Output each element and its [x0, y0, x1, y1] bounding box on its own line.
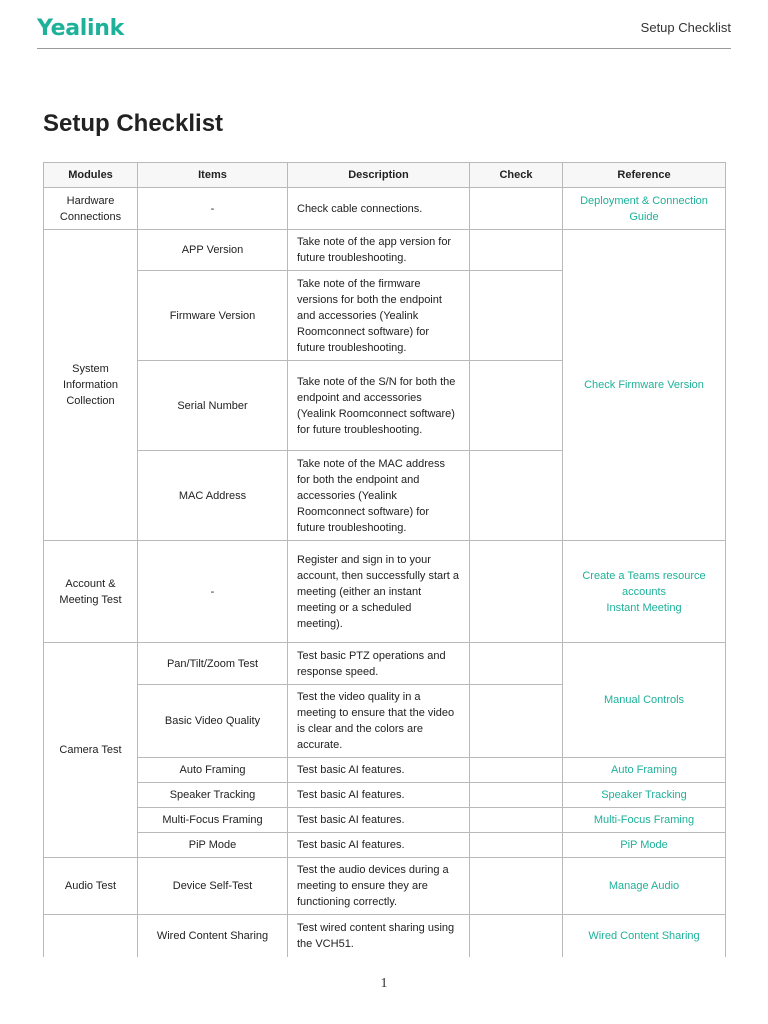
- check-cell[interactable]: [470, 188, 563, 230]
- column-header-items: Items: [138, 163, 288, 188]
- check-cell[interactable]: [470, 808, 563, 833]
- check-cell[interactable]: [470, 758, 563, 783]
- table-row: [44, 188, 726, 230]
- description-cell: Register and sign in to your account, then successfully start a meeting (either an instant meeting or a scheduled meeting).: [288, 541, 470, 643]
- table-row: [44, 643, 726, 685]
- column-header-check: Check: [470, 163, 563, 188]
- reference-link[interactable]: Create a Teams resource accounts: [582, 569, 706, 598]
- table-header-row: [44, 163, 726, 188]
- check-cell[interactable]: [470, 685, 563, 758]
- item-cell: Serial Number: [138, 361, 288, 451]
- header-title: Setup Checklist: [640, 20, 731, 35]
- module-cell: Camera Test: [44, 643, 138, 858]
- item-cell: -: [138, 188, 288, 230]
- check-cell[interactable]: [470, 858, 563, 915]
- check-cell[interactable]: [470, 643, 563, 685]
- page-header: [37, 14, 731, 49]
- column-header-modules: Modules: [44, 163, 138, 188]
- module-cell: Audio Test: [44, 858, 138, 915]
- description-cell: Test wired content sharing using the VCH51.: [288, 915, 470, 957]
- table-row: [44, 783, 726, 808]
- check-cell[interactable]: [470, 361, 563, 451]
- reference-link[interactable]: Manage Audio: [563, 858, 726, 915]
- module-cell: Hardware Connections: [44, 188, 138, 230]
- description-cell: Test basic AI features.: [288, 758, 470, 783]
- table-row: [44, 808, 726, 833]
- reference-link[interactable]: Multi-Focus Framing: [563, 808, 726, 833]
- table-row: [44, 858, 726, 915]
- reference-cell: [563, 541, 726, 643]
- check-cell[interactable]: [470, 271, 563, 361]
- column-header-reference: Reference: [563, 163, 726, 188]
- table-row: [44, 758, 726, 783]
- table-row: [44, 541, 726, 643]
- item-cell: MAC Address: [138, 451, 288, 541]
- yealink-logo: Yealink: [37, 16, 124, 41]
- reference-link[interactable]: Wired Content Sharing: [563, 915, 726, 957]
- reference-link[interactable]: Deployment & Connection Guide: [563, 188, 726, 230]
- description-cell: Test basic PTZ operations and response speed.: [288, 643, 470, 685]
- item-cell: Pan/Tilt/Zoom Test: [138, 643, 288, 685]
- item-cell: Device Self-Test: [138, 858, 288, 915]
- item-cell: Wired Content Sharing: [138, 915, 288, 957]
- check-cell[interactable]: [470, 451, 563, 541]
- item-cell: PiP Mode: [138, 833, 288, 858]
- reference-link[interactable]: Auto Framing: [563, 758, 726, 783]
- module-cell: Account & Meeting Test: [44, 541, 138, 643]
- item-cell: APP Version: [138, 230, 288, 271]
- description-cell: Test basic AI features.: [288, 808, 470, 833]
- item-cell: -: [138, 541, 288, 643]
- table-row: [44, 915, 726, 957]
- item-cell: Basic Video Quality: [138, 685, 288, 758]
- description-cell: Take note of the app version for future troubleshooting.: [288, 230, 470, 271]
- page-number: 1: [380, 976, 388, 991]
- check-cell[interactable]: [470, 915, 563, 957]
- description-cell: Test basic AI features.: [288, 833, 470, 858]
- module-cell: [44, 915, 138, 957]
- description-cell: Check cable connections.: [288, 188, 470, 230]
- reference-link[interactable]: Speaker Tracking: [563, 783, 726, 808]
- reference-link[interactable]: Manual Controls: [563, 643, 726, 758]
- item-cell: Firmware Version: [138, 271, 288, 361]
- table-row: [44, 833, 726, 858]
- item-cell: Multi-Focus Framing: [138, 808, 288, 833]
- check-cell[interactable]: [470, 230, 563, 271]
- check-cell[interactable]: [470, 833, 563, 858]
- description-cell: Test basic AI features.: [288, 783, 470, 808]
- table-row: [44, 230, 726, 271]
- setup-checklist-table: [43, 162, 726, 957]
- description-cell: Take note of the MAC address for both the endpoint and accessories (Yealink Roomconnect software) for future troubleshooting.: [288, 451, 470, 541]
- check-cell[interactable]: [470, 541, 563, 643]
- item-cell: Auto Framing: [138, 758, 288, 783]
- reference-link[interactable]: PiP Mode: [563, 833, 726, 858]
- description-cell: Take note of the firmware versions for both the endpoint and accessories (Yealink Roomconnect software) for future troubleshooting.: [288, 271, 470, 361]
- check-cell[interactable]: [470, 783, 563, 808]
- reference-link[interactable]: Instant Meeting: [606, 601, 682, 614]
- page-title: Setup Checklist: [43, 110, 224, 137]
- item-cell: Speaker Tracking: [138, 783, 288, 808]
- reference-link[interactable]: Check Firmware Version: [563, 230, 726, 541]
- module-cell: System Information Collection: [44, 230, 138, 541]
- description-cell: Test the video quality in a meeting to ensure that the video is clear and the colors are accurate.: [288, 685, 470, 758]
- column-header-description: Description: [288, 163, 470, 188]
- description-cell: Take note of the S/N for both the endpoint and accessories (Yealink Roomconnect software) for future troubleshooting.: [288, 361, 470, 451]
- description-cell: Test the audio devices during a meeting to ensure they are functioning correctly.: [288, 858, 470, 915]
